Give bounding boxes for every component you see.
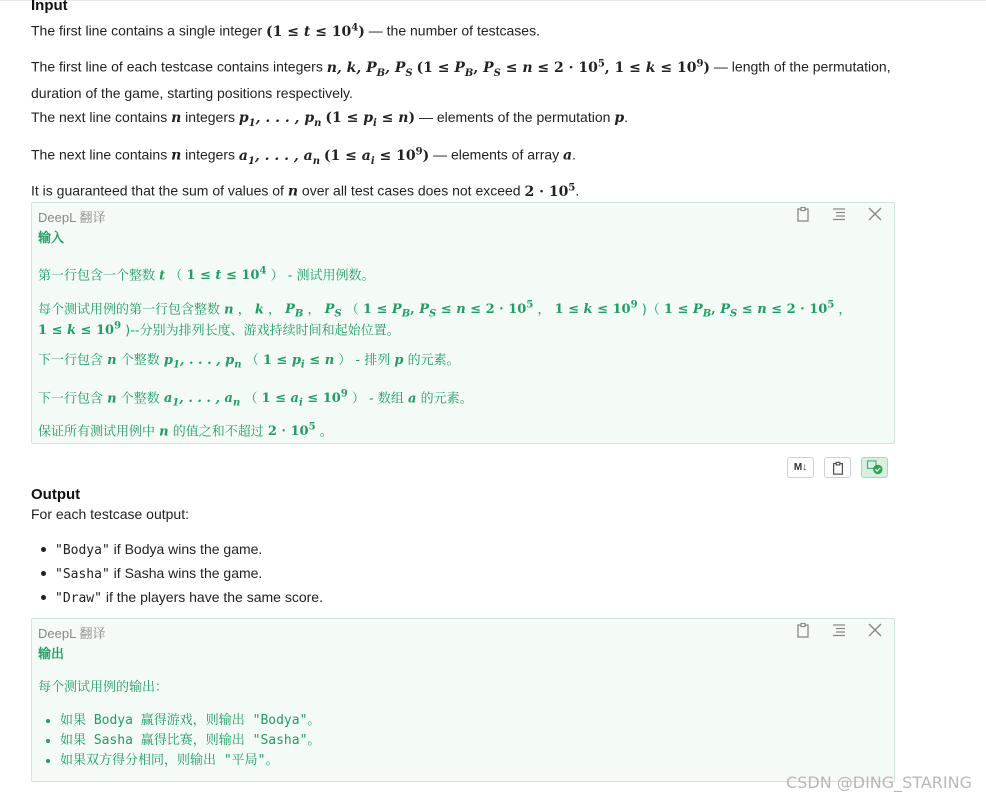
input-line-array: The next line contains n integers $a_1$, . . . , $a_n$ $(1 \le a_i \le 10^9)$ — elements of array a.	[31, 146, 576, 167]
deepl-output-title: 输出	[38, 647, 65, 662]
list-item: "Bodya" if Bodya wins the game.	[38, 538, 323, 562]
copy-icon[interactable]	[794, 622, 812, 638]
deepl-output-intro: 每个测试用例的输出：	[38, 680, 169, 695]
list-item: 如果 Sasha 赢得比赛，则输出 "Sasha"。	[44, 731, 320, 751]
deepl-input-line-5: 保证所有测试用例中 n 的值之和不超过 $2 \cdot 10^5$ 。	[38, 422, 333, 440]
deepl-input-title: 输入	[38, 231, 65, 246]
watermark: CSDN @DING_STARING	[786, 773, 972, 792]
input-line-permutation: The next line contains n integers $p_1$, . . . , $p_n$ $(1 \le p_i \le n)$ — elements of the permutation p.	[31, 109, 628, 129]
deepl-brand: DeepL 翻译	[38, 210, 106, 225]
deepl-header	[32, 203, 894, 225]
list-item: 如果双方得分相同，则输出 "平局"。	[44, 751, 320, 771]
close-icon[interactable]	[866, 206, 884, 222]
markdown-button[interactable]: M↓	[787, 457, 814, 478]
input-line-guarantee: It is guaranteed that the sum of values of n over all test cases does not exceed $2 \cdot 10^5$.	[31, 182, 580, 200]
close-icon[interactable]	[866, 622, 884, 638]
copy-icon[interactable]	[794, 206, 812, 222]
list-item: 如果 Bodya 赢得游戏，则输出 "Bodya"。	[44, 711, 320, 731]
deepl-input-line-2: 每个测试用例的第一行包含整数 n ， k ， $P_B$ ， $P_S$ （ $1 \le P_B$, $P_S \le n \le 2 \cdot 10^5$ ， $1 \le k \le 10^9$ )（ $1 \le P_B$, $P_S \le n \le 2 \cdot 10^5$ ，	[38, 300, 852, 320]
output-heading: Output	[31, 486, 81, 503]
translate-toggle-button[interactable]	[861, 457, 888, 478]
deepl-output-list	[44, 711, 320, 771]
deepl-input-line-4: 下一行包含 n 个整数 $a_1$, . . . , $a_n$ （ $1 \le a_i \le 10^9$ ） - 数组 a 的元素。	[38, 389, 473, 409]
input-heading: Input	[31, 0, 68, 14]
top-divider	[0, 0, 986, 1]
list-item: "Sasha" if Sasha wins the game.	[38, 562, 323, 586]
translation-toolbar	[787, 457, 888, 478]
input-line-params: The first line of each testcase contains integers n, k, $P_B$, $P_S$ ($1 \le P_B$, $P_S \le n \le 2 \cdot 10^5$, $1 \le k \le 10^9$) — length of the permutation, duration of the game, starting positions respectively.	[31, 58, 891, 102]
deepl-header	[32, 619, 894, 641]
deepl-input-line-2b: $1 \le k \le 10^9$ )--分别为排列长度、游戏持续时间和起始位置。	[38, 321, 400, 339]
deepl-translation-input	[31, 202, 895, 444]
list-item: "Draw" if the players have the same score.	[38, 586, 323, 610]
clipboard-icon	[831, 461, 845, 475]
deepl-translation-output	[31, 618, 895, 782]
copy-button[interactable]	[824, 457, 851, 478]
output-list	[38, 538, 323, 610]
translate-check-icon	[866, 460, 884, 475]
deepl-toolbar	[794, 206, 884, 222]
output-intro: For each testcase output:	[31, 506, 189, 522]
deepl-brand: DeepL 翻译	[38, 626, 106, 641]
deepl-input-line-3: 下一行包含 n 个整数 $p_1$, . . . , $p_n$ （ $1 \le p_i \le n$ ） - 排列 p 的元素。	[38, 353, 460, 371]
input-line-testcases: The first line contains a single integer $(1 \le t \le 10^4)$ — the number of testcases.	[31, 22, 540, 40]
deepl-toolbar	[794, 622, 884, 638]
deepl-input-line-1: 第一行包含一个整数 t （ $1 \le t \le 10^4$ ） - 测试用例数。	[38, 266, 375, 284]
list-icon[interactable]	[830, 206, 848, 222]
list-icon[interactable]	[830, 622, 848, 638]
